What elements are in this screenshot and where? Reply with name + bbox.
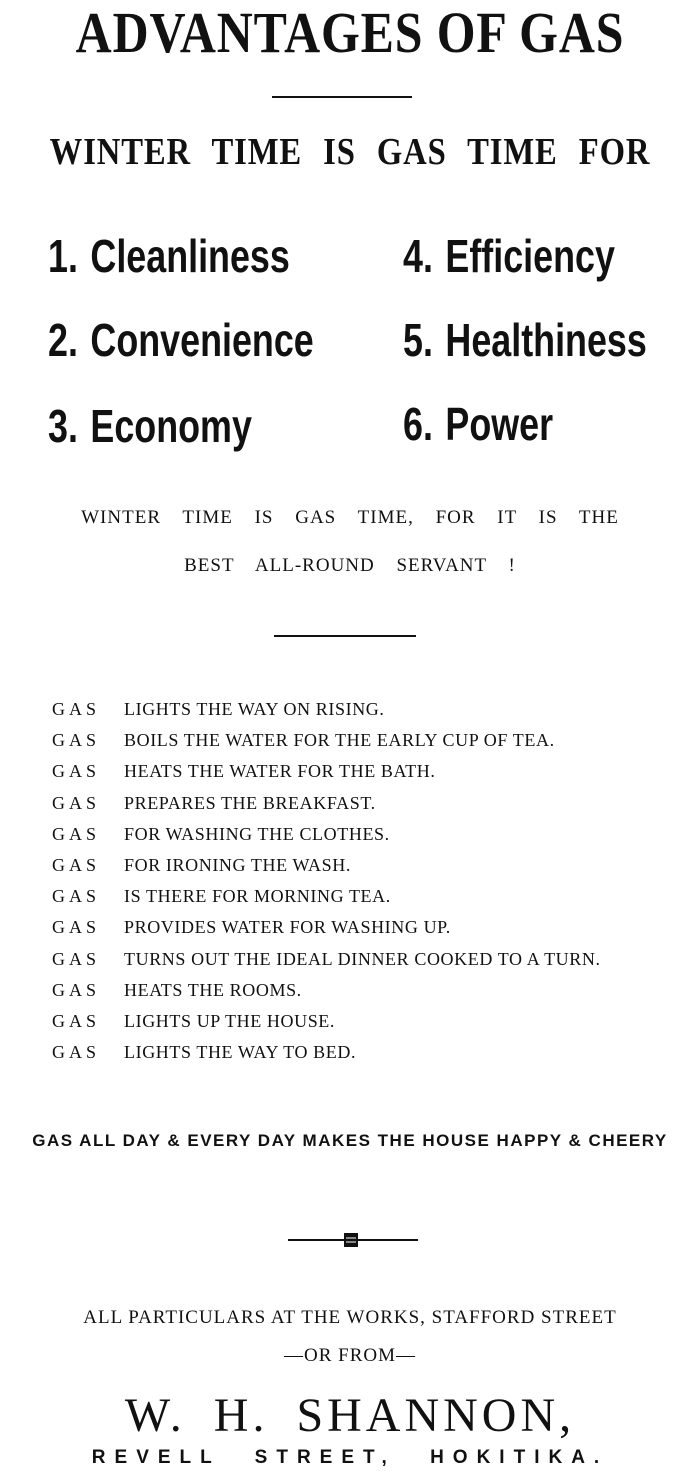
ad-title: ADVANTAGES OF GAS [75, 0, 625, 65]
use-text: FOR IRONING THE WASH. [124, 854, 351, 875]
gas-prefix: GAS [52, 823, 101, 844]
advantage-item [48, 400, 252, 452]
merchant-name: W. H. SHANNON, [124, 1389, 576, 1442]
advantage-label: Healthiness [445, 314, 647, 366]
use-text: HEATS THE WATER FOR THE BATH. [124, 761, 436, 782]
list-item [52, 1006, 601, 1037]
list-item [52, 1037, 601, 1068]
advantage-number: 4. [403, 230, 433, 282]
use-text: LIGHTS THE WAY ON RISING. [124, 699, 385, 719]
advantage-label: Economy [90, 400, 252, 452]
list-item [52, 694, 601, 725]
or-from-line: —OR FROM— [284, 1345, 416, 1366]
gas-prefix: GAS [52, 1042, 101, 1063]
advantage-number: 3. [48, 400, 78, 452]
ornament-divider [288, 1230, 418, 1250]
gas-prefix: GAS [52, 792, 101, 813]
cheery-banner: GAS ALL DAY & EVERY DAY MAKES THE HOUSE HAPPY & CHEERY [32, 1131, 668, 1150]
advantage-item [403, 230, 615, 282]
gas-prefix: GAS [52, 886, 101, 907]
particulars-line: ALL PARTICULARS AT THE WORKS, STAFFORD STREET [83, 1307, 617, 1328]
list-item [52, 881, 601, 912]
gas-prefix: GAS [52, 1010, 101, 1031]
ad-subtitle: WINTER TIME IS GAS TIME FOR [49, 131, 651, 173]
tagline-line-1: WINTER TIME IS GAS TIME, FOR IT IS THE [81, 507, 619, 528]
list-item [52, 725, 601, 756]
use-text: TURNS OUT THE IDEAL DINNER COOKED TO A TURN. [124, 948, 601, 969]
list-item [52, 975, 601, 1006]
title-divider [272, 96, 412, 98]
advantage-item [403, 314, 647, 366]
advantage-number: 6. [403, 398, 433, 450]
list-item [52, 756, 601, 787]
use-text: IS THERE FOR MORNING TEA. [124, 886, 391, 907]
advantage-item [48, 314, 314, 366]
advantage-item [403, 398, 553, 450]
advantage-label: Power [445, 398, 554, 450]
advantage-label: Convenience [90, 314, 314, 366]
use-text: BOILS THE WATER FOR THE EARLY CUP OF TEA. [124, 730, 555, 751]
use-text: LIGHTS UP THE HOUSE. [124, 1010, 336, 1031]
list-item [52, 819, 601, 850]
gas-prefix: GAS [52, 948, 101, 969]
advantage-item [48, 230, 290, 282]
section-divider [274, 635, 416, 637]
use-text: PROVIDES WATER FOR WASHING UP. [124, 917, 451, 938]
ornament-block [344, 1233, 358, 1247]
advantage-number: 2. [48, 314, 78, 366]
advantage-number: 5. [403, 314, 433, 366]
advantage-number: 1. [48, 230, 78, 282]
list-item [52, 944, 601, 975]
advantage-label: Cleanliness [90, 230, 290, 282]
list-item [52, 850, 601, 881]
use-text: FOR WASHING THE CLOTHES. [124, 823, 390, 844]
gas-prefix: GAS [52, 761, 101, 782]
use-text: LIGHTS THE WAY TO BED. [124, 1042, 357, 1063]
use-text: PREPARES THE BREAKFAST. [124, 792, 376, 813]
gas-prefix: GAS [52, 917, 101, 938]
gas-prefix: GAS [52, 854, 101, 875]
list-item [52, 912, 601, 943]
gas-prefix: GAS [52, 979, 101, 1000]
use-text: HEATS THE ROOMS. [124, 979, 302, 1000]
advantage-label: Efficiency [445, 230, 615, 282]
list-item [52, 788, 601, 819]
merchant-address: REVELL STREET, HOKITIKA. [91, 1447, 609, 1468]
gas-prefix: GAS [52, 730, 101, 751]
tagline-line-2: BEST ALL-ROUND SERVANT ! [184, 555, 516, 576]
gas-prefix: GAS [52, 699, 101, 719]
gas-uses-list [52, 694, 601, 1068]
